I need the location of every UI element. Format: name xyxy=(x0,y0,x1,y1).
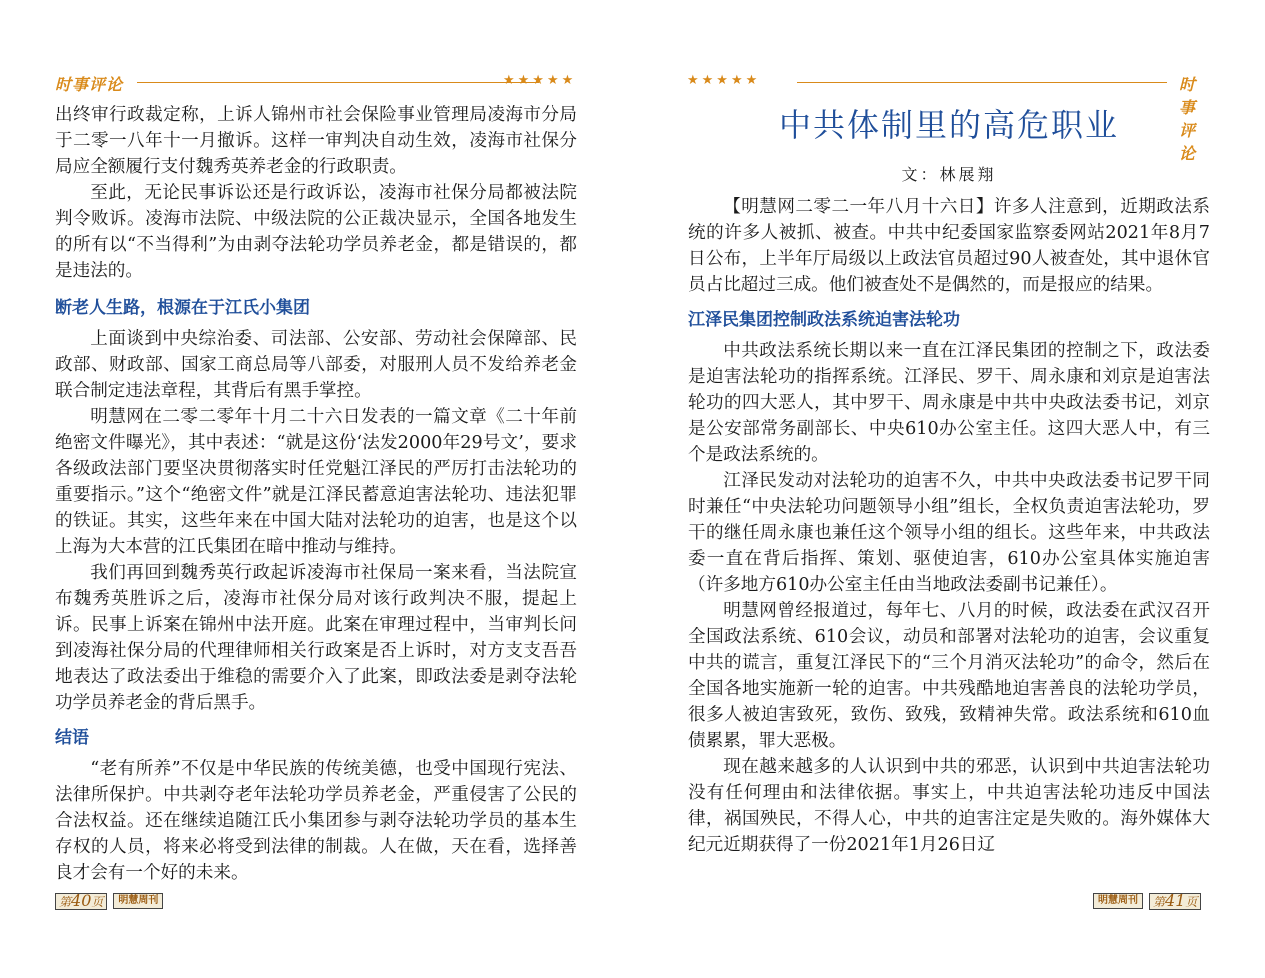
header-rule xyxy=(137,82,539,83)
byline: 文：林展翔 xyxy=(901,165,997,184)
magazine-name: 明慧周刊 xyxy=(1093,893,1143,909)
paragraph: 现在越来越多的人认识到中共的邪恶，认识到中共迫害法轮功没有任何理由和法律依据。事实上，中共迫害法轮功违反中国法律，祸国殃民，不得人心，中共的迫害注定是失败的。海外媒体大纪元近期获得了一份2021年1月26日辽 xyxy=(688,757,1210,855)
header-stars: ★★★★★ xyxy=(687,73,761,88)
right-column xyxy=(688,194,1210,858)
paragraph: 至此，无论民事诉讼还是行政诉讼，凌海市社保分局都被法院判令败诉。凌海市法院、中级法院的公正裁决显示，全国各地发生的所有以“不当得利”为由剥夺法轮功学员养老金，都是错误的，都是违法的。 xyxy=(55,183,577,281)
intro-paragraph: 【明慧网二零二一年八月十六日】许多人注意到，近期政法系统的许多人被抓、被查。中共中纪委国家监察委网站2021年8月7日公布，上半年厅局级以上政法官员超过90人被查处，其中退休官员占比超过三成。他们被查处不是偶然的，而是报应的结果。 xyxy=(688,197,1210,295)
header-rule xyxy=(797,82,1167,83)
left-page xyxy=(0,0,632,978)
paragraph: 我们再回到魏秀英行政起诉凌海市社保局一案来看，当法院宣布魏秀英胜诉之后，凌海市社保分局对该行政判决不服，提起上诉。民事上诉案在锦州中法开庭。此案在审理过程中，当审判长问到凌海社保分局的代理律师相关行政案是否上诉时，对方支支吾吾地表达了政法委出于维稳的需要介入了此案，即政法委是剥夺法轮功学员养老金的背后黑手。 xyxy=(55,563,577,713)
left-footer xyxy=(55,890,163,910)
magazine-name: 明慧周刊 xyxy=(113,893,163,909)
article-title: 中共体制里的高危职业 xyxy=(778,106,1119,144)
paragraph: 明慧网在二零二零年十月二十六日发表的一篇文章《二十年前绝密文件曝光》，其中表述：“就是这份‘法发2000年29号文’，要求各级政法部门要坚决贯彻落实时任党魁江泽民的严厉打击法轮功的重要指示。”这个“绝密文件”就是江泽民蓄意迫害法轮功、违法犯罪的铁证。其实，这些年来在中国大陆对法轮功的迫害，也是这个以上海为大本营的江氏集团在暗中推动与维持。 xyxy=(55,407,577,557)
left-page-header xyxy=(55,72,580,94)
section-heading: 江泽民集团控制政法系统迫害法轮功 xyxy=(688,310,960,330)
header-stars: ★★★★★ xyxy=(503,73,577,88)
paragraph: 上面谈到中央综治委、司法部、公安部、劳动社会保障部、民政部、财政部、国家工商总局等八部委，对服刑人员不发给养老金联合制定违法章程，其背后有黑手掌控。 xyxy=(55,329,577,401)
section-heading: 断老人生路，根源在于江氏小集团 xyxy=(55,298,310,318)
section-heading: 结语 xyxy=(55,728,89,748)
right-footer xyxy=(1093,890,1201,910)
paragraph: “老有所养”不仅是中华民族的传统美德，也受中国现行宪法、法律所保护。中共剥夺老年法轮功学员养老金，严重侵害了公民的合法权益。还在继续追随江氏小集团参与剥夺法轮功学员的基本生存权的人员，将来必将受到法律的制裁。人在做，天在看，选择善良才会有一个好的未来。 xyxy=(55,759,577,883)
page-number: 第41页 xyxy=(1149,893,1201,910)
page-number: 第40页 xyxy=(55,893,107,910)
paragraph: 出终审行政裁定称，上诉人锦州市社会保险事业管理局凌海市分局于二零一八年十一月撤诉。这样一审判决自动生效，凌海市社保分局应全额履行支付魏秀英养老金的行政职责。 xyxy=(55,105,577,177)
left-column xyxy=(55,102,577,886)
paragraph: 明慧网曾经报道过，每年七、八月的时候，政法委在武汉召开全国政法系统、610会议，动员和部署对法轮功的迫害，会议重复中共的谎言，重复江泽民下的“三个月消灭法轮功”的命令，然后在全国各地实施新一轮的迫害。中共残酷地迫害善良的法轮功学员，很多人被迫害致死，致伤、致残，致精神失常。政法系统和610血债累累，罪大恶极。 xyxy=(688,601,1210,751)
paragraph: 江泽民发动对法轮功的迫害不久，中共中央政法委书记罗干同时兼任“中央法轮功问题领导小组”组长，全权负责迫害法轮功，罗干的继任周永康也兼任这个领导小组的组长。这些年来，中共政法委一直在背后指挥、策划、驱使迫害，610办公室具体实施迫害（许多地方610办公室主任由当地政法委副书记兼任）。 xyxy=(688,471,1210,595)
right-page xyxy=(633,0,1265,978)
section-title: 时事评论 xyxy=(55,75,124,94)
paragraph: 中共政法系统长期以来一直在江泽民集团的控制之下，政法委是迫害法轮功的指挥系统。江泽民、罗干、周永康和刘京是迫害法轮功的四大恶人，其中罗干、周永康是中共中央政法委书记，刘京是公安部常务副部长、中央610办公室主任。这四大恶人中，有三个是政法系统的。 xyxy=(688,341,1210,465)
section-title: 时事评论 xyxy=(1179,75,1197,163)
